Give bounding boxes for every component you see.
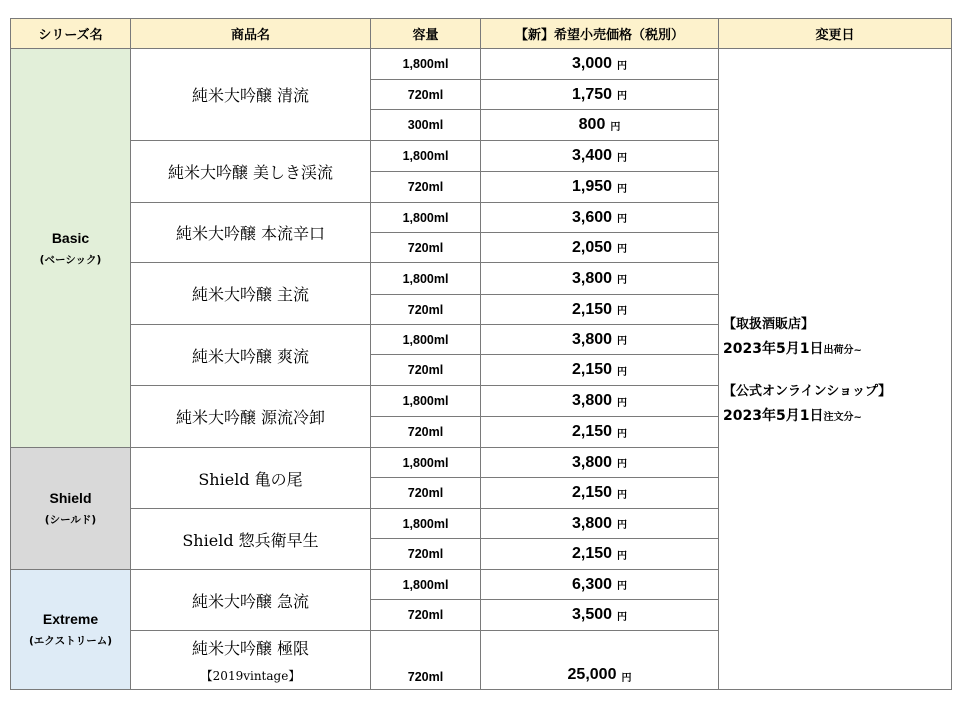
price-cell [481,141,719,172]
currency-unit: 円 [617,611,628,623]
capacity-cell: 720ml [371,233,481,263]
capacity-cell: 1,800ml [371,509,481,539]
price-value: 3,800 [571,269,613,287]
price-cell [481,355,719,386]
store-date [723,338,862,358]
series-subtitle: (ベーシック) [39,253,102,266]
price-cell [481,600,719,631]
price-value: 2,150 [571,300,613,318]
price-value: 3,800 [571,514,613,532]
price-cell [481,509,719,539]
price-cell [481,478,719,509]
price-cell [481,417,719,448]
product-honryu: 純米大吟醸 本流辛口 [131,203,371,263]
price-cell [481,386,719,417]
capacity-cell: 1,800ml [371,448,481,478]
online-date-value: 2023年5月1日 [723,408,824,424]
price-cell [481,295,719,325]
price-value: 2,150 [571,361,613,378]
price-value: 1,750 [571,85,613,103]
currency-unit: 円 [617,91,628,102]
price-value: 800 [578,116,606,133]
product-souryu: 純米大吟醸 爽流 [131,325,371,386]
price-value: 3,600 [571,208,613,226]
capacity-cell: 720ml [371,539,481,570]
price-value: 3,800 [571,330,613,348]
series-subtitle: (エクストリーム) [29,635,112,647]
product-seiryu: 純米大吟醸 清流 [131,49,371,141]
series-shield [10,448,131,570]
capacity-cell: 720ml [371,355,481,386]
change-date-cell [719,49,952,690]
price-value: 2,150 [571,545,613,562]
series-subtitle: (シールド) [44,514,97,526]
price-cell [481,233,719,263]
capacity-cell: 720ml [371,295,481,325]
currency-unit: 円 [617,520,628,531]
price-cell [481,203,719,233]
price-value: 2,150 [571,423,613,440]
price-value: 3,500 [571,606,613,623]
capacity-cell: 1,800ml [371,141,481,172]
header-series: シリーズ名 [10,18,131,49]
online-date [723,405,862,425]
currency-unit: 円 [617,366,628,378]
price-table [10,18,952,690]
capacity-cell: 1,800ml [371,49,481,80]
store-date-suffix: 出荷分~ [823,345,862,356]
price-cell [481,80,719,110]
currency-unit: 円 [617,60,628,72]
price-value: 3,800 [571,453,613,471]
price-value: 3,800 [571,392,613,409]
series-basic [10,49,131,448]
online-label: 【公式オンラインショップ】 [723,384,892,399]
price-value: 1,950 [571,178,613,195]
currency-unit: 円 [617,244,628,255]
capacity-cell: 720ml [371,631,481,690]
capacity-cell: 720ml [371,600,481,631]
product-name: 純米大吟醸 極限 [191,639,310,658]
product-shuryu: 純米大吟醸 主流 [131,263,371,325]
capacity-cell: 720ml [371,80,481,110]
price-value: 2,150 [571,484,613,501]
currency-unit: 円 [610,121,621,133]
product-kamenoo: Shield 亀の尾 [131,448,371,509]
price-cell [481,325,719,355]
currency-unit: 円 [621,673,632,684]
series-name: Extreme [42,611,99,627]
capacity-cell: 720ml [371,417,481,448]
price-value: 6,300 [571,575,613,593]
price-cell [481,570,719,600]
capacity-cell: 720ml [371,172,481,203]
capacity-cell: 1,800ml [371,203,481,233]
price-cell [481,539,719,570]
price-cell [481,110,719,141]
currency-unit: 円 [617,214,628,225]
currency-unit: 円 [617,275,628,286]
product-kyokugen [131,631,371,690]
header-capacity: 容量 [371,18,481,49]
price-value: 3,400 [571,147,613,164]
currency-unit: 円 [617,550,628,562]
price-value: 2,050 [571,238,613,256]
price-value: 3,000 [571,55,613,72]
currency-unit: 円 [617,397,628,409]
currency-unit: 円 [617,581,628,592]
capacity-cell: 1,800ml [371,570,481,600]
price-cell [481,49,719,80]
currency-unit: 円 [617,152,628,164]
vintage-label: 【2019vintage】 [200,669,301,683]
online-date-suffix: 注文分~ [823,412,862,423]
series-extreme [10,570,131,690]
product-utsukushiki: 純米大吟醸 美しき渓流 [131,141,371,203]
capacity-cell: 720ml [371,478,481,509]
header-product: 商品名 [131,18,371,49]
capacity-cell: 1,800ml [371,386,481,417]
product-souhyoe: Shield 惣兵衛早生 [131,509,371,570]
currency-unit: 円 [617,428,628,440]
series-name: Shield [49,490,92,506]
store-date-value: 2023年5月1日 [723,341,824,357]
header-change-date: 変更日 [719,18,952,49]
price-cell [481,172,719,203]
currency-unit: 円 [617,459,628,470]
currency-unit: 円 [617,336,628,347]
capacity-cell: 1,800ml [371,263,481,295]
header-price: 【新】希望小売価格（税別） [481,18,719,49]
capacity-cell: 1,800ml [371,325,481,355]
currency-unit: 円 [617,489,628,501]
price-value: 25,000 [567,666,617,683]
store-label: 【取扱酒販店】 [723,317,815,332]
product-kyuryu: 純米大吟醸 急流 [131,570,371,631]
series-name: Basic [51,229,90,246]
price-cell [481,448,719,478]
product-genryu: 純米大吟醸 源流冷卸 [131,386,371,448]
price-cell [481,631,719,690]
currency-unit: 円 [617,306,628,317]
capacity-cell: 300ml [371,110,481,141]
price-cell [481,263,719,295]
currency-unit: 円 [617,183,628,195]
